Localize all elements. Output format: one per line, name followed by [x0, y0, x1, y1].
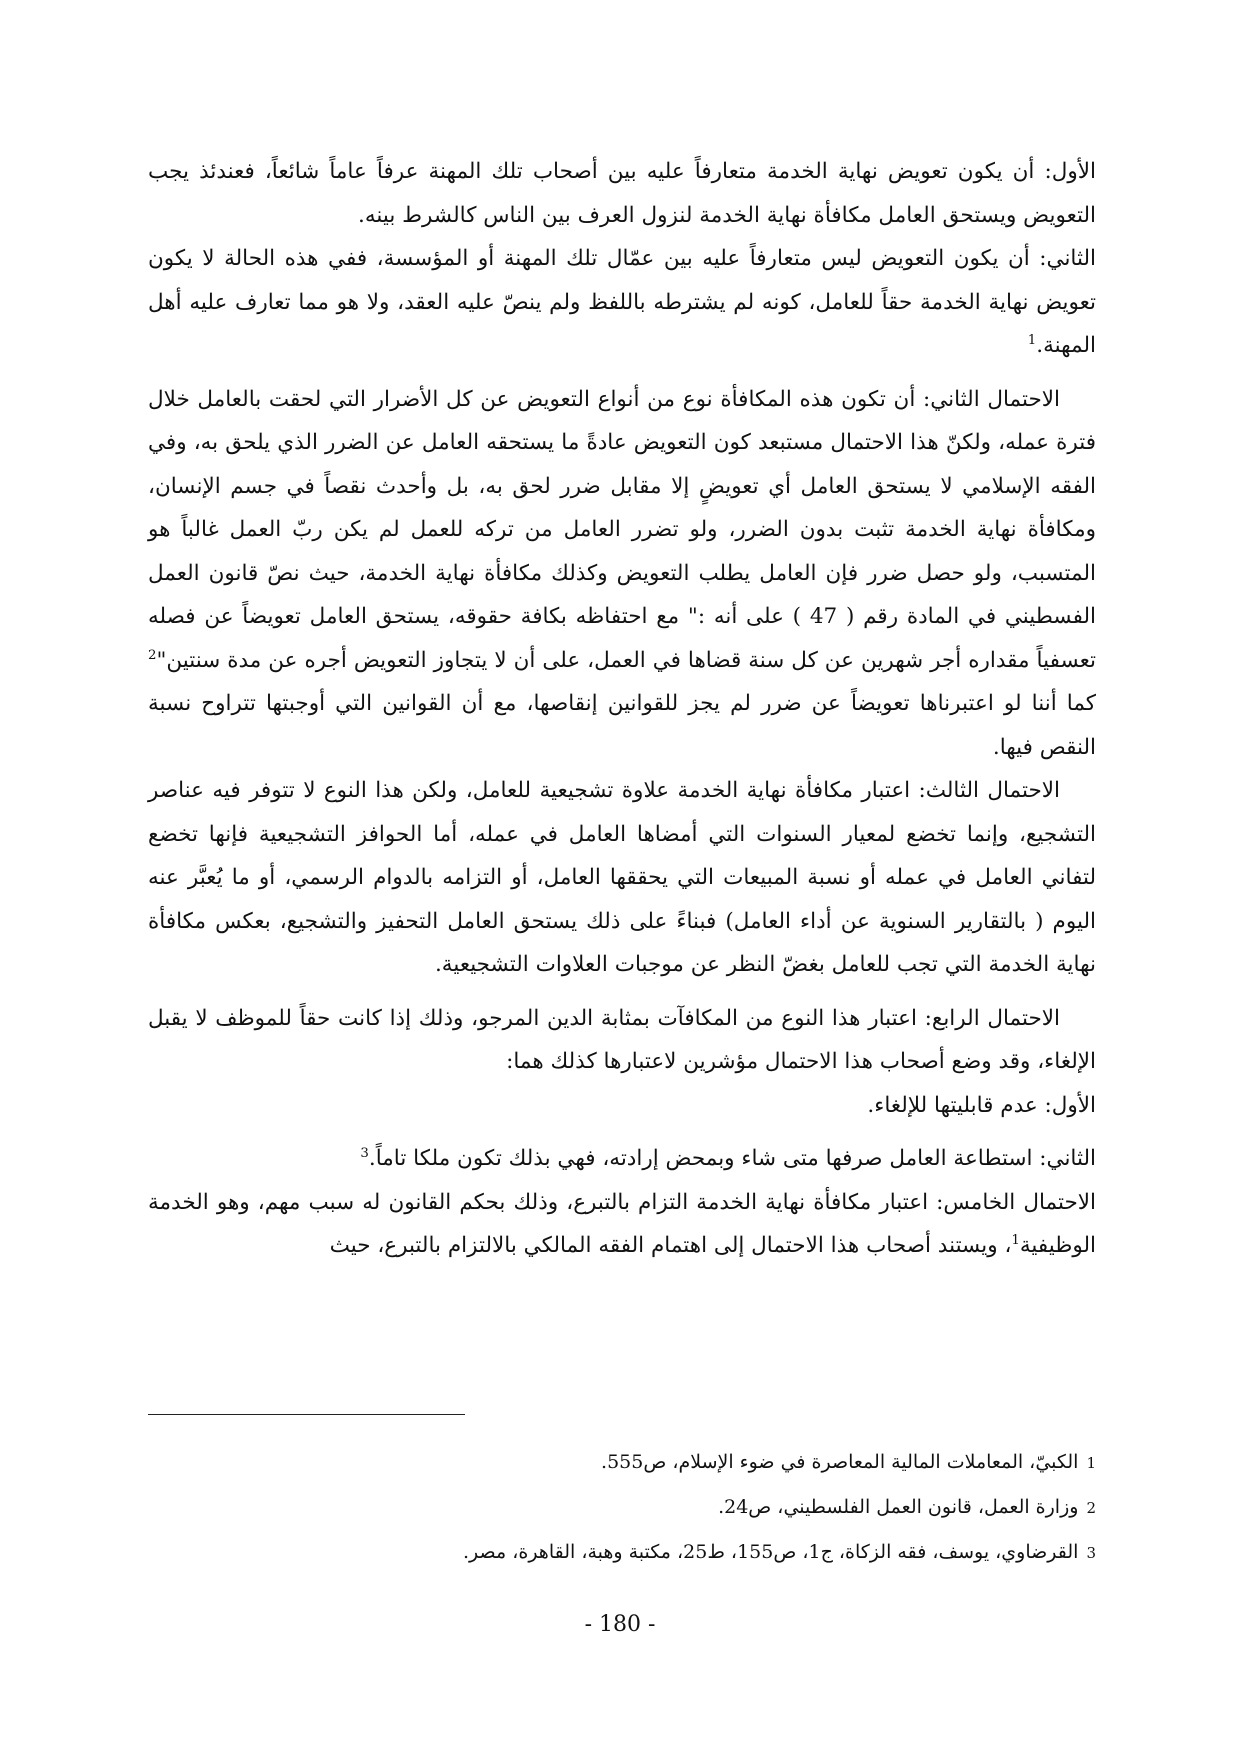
document-body [148, 150, 1096, 1268]
paragraph-text: كما أننا لو اعتبرناها تعويضاً عن ضرر لم يجز للقوانين إنقاصها، مع أن القوانين التي أوجبتها تتراوح نسبة النقص فيها. [148, 691, 1096, 760]
footnote-number: 3 [1086, 1544, 1096, 1562]
footnote-item [148, 1530, 1096, 1575]
paragraph-text: الثاني: أن يكون التعويض ليس متعارفاً عليه بين عمّال تلك المهنة أو المؤسسة، ففي هذه الحالة لا يكون تعويض نهاية الخدمة حقاً للعامل، كونه لم يشترطه باللفظ ولم ينصّ عليه العقد، ولا هو مما تعارف عليه أهل المهنة. [148, 246, 1096, 358]
footnote-ref[interactable]: 1 [1011, 1232, 1020, 1248]
paragraph-fifth-possibility [148, 1181, 1096, 1268]
footnote-text: وزارة العمل، قانون العمل الفلسطيني، ص24. [718, 1496, 1079, 1518]
footnote-text: الكبيّ، المعاملات المالية المعاصرة في ضوء الإسلام، ص555. [601, 1451, 1079, 1473]
footnote-ref[interactable]: 1 [1027, 332, 1037, 348]
paragraph-third-possibility [148, 769, 1096, 987]
paragraph-text: الاحتمال الثاني: أن تكون هذه المكافأة نوع من أنواع التعويض عن كل الأضرار التي لحقت بالعامل خلال فترة عمله، ولكنّ هذا الاحتمال مستبعد كون التعويض عادةً ما يستحقه العامل عن الضرر الذي يلحق به، وفي الفقه الإسلامي لا يستحق العامل أي تعويضٍ إلا مقابل ضرر لحق به، بل وأحدث نقصاً في جسم الإنسان، ومكافأة نهاية الخدمة تثبت بدون الضرر، ولو تضرر العامل من تركه للعمل لم يكن ربّ العمل غالباً هو المتسبب، ولو حصل ضرر فإن العامل يطلب التعويض وكذلك مكافأة نهاية الخدمة، حيث نصّ قانون العمل الفسطيني في المادة رقم ( 47 ) على أنه :" مع احتفاظه بكافة حقوقه، يستحق العامل تعويضاً عن فصله تعسفياً مقداره أجر شهرين عن كل سنة قضاها في العمل، على أن لا يتجاوز التعويض أجره عن مدة سنتين" [148, 386, 1096, 673]
paragraph-text: الاحتمال الثالث: اعتبار مكافأة نهاية الخدمة علاوة تشجيعية للعامل، ولكن هذا النوع لا تتوفر فيه عناصر التشجيع، وإنما تخضع لمعيار السنوات التي أمضاها العامل في عمله، أما الحوافز التشجيعية فإنها تخضع لتفاني العامل في عمله أو نسبة المبيعات التي يحققها العامل، أو التزامه بالدوام الرسمي، أو ما يُعبَّر عنه اليوم ( بالتقارير السنوية عن أداء العامل) فبناءً على ذلك يستحق العامل التحفيز والتشجيع، بعكس مكافأة نهاية الخدمة التي تجب للعامل بغضّ النظر عن موجبات العلاوات التشجيعية. [148, 778, 1096, 977]
footnote-ref[interactable]: 2 [148, 647, 157, 663]
paragraph-text: الثاني: استطاعة العامل صرفها متى شاء وبمحض إرادته، فهي بذلك تكون ملكا تاماً. [368, 1146, 1096, 1171]
footnote-number: 1 [1086, 1454, 1096, 1472]
page-number: - 180 - [584, 1612, 656, 1637]
paragraph-text: الاحتمال الرابع: اعتبار هذا النوع من المكافآت بمثابة الدين المرجو، وذلك إذا كانت حقاً للموظف لا يقبل الإلغاء، وقد وضع أصحاب هذا الاحتمال مؤشرين لاعتبارها كذلك هما: [148, 1005, 1096, 1074]
footnote-ref[interactable]: 3 [360, 1145, 369, 1161]
footnotes [148, 1440, 1096, 1575]
footnote-item [148, 1440, 1096, 1485]
paragraph-second-case [148, 237, 1096, 368]
paragraph-text: الأول: أن يكون تعويض نهاية الخدمة متعارفاً عليه بين أصحاب تلك المهنة عرفاً عاماً شائعاً، فعندئذ يجب التعويض ويستحق العامل مكافأة نهاية الخدمة لنزول العرف بين الناس كالشرط بينه. [148, 159, 1096, 228]
footnote-number: 2 [1086, 1499, 1096, 1517]
paragraph-first-indicator [148, 1084, 1096, 1128]
paragraph-second-possibility [148, 378, 1096, 770]
paragraph-text: الاحتمال الخامس: اعتبار مكافأة نهاية الخدمة التزام بالتبرع، وذلك بحكم القانون له سبب مهم، وهو الخدمة الوظيفية [148, 1189, 1096, 1258]
footnote-separator [148, 1414, 465, 1415]
footnote-text: القرضاوي، يوسف، فقه الزكاة، ج1، ص155، ط25، مكتبة وهبة، القاهرة، مصر. [463, 1541, 1079, 1563]
paragraph-text: الأول: عدم قابليتها للإلغاء. [867, 1092, 1096, 1118]
footnote-item [148, 1485, 1096, 1530]
paragraph-text: ، ويستند أصحاب هذا الاحتمال إلى اهتمام الفقه المالكي بالالتزام بالتبرع، حيث [329, 1233, 1012, 1258]
paragraph-first-case [148, 150, 1096, 237]
paragraph-fourth-possibility [148, 997, 1096, 1084]
paragraph-second-indicator [148, 1137, 1096, 1181]
